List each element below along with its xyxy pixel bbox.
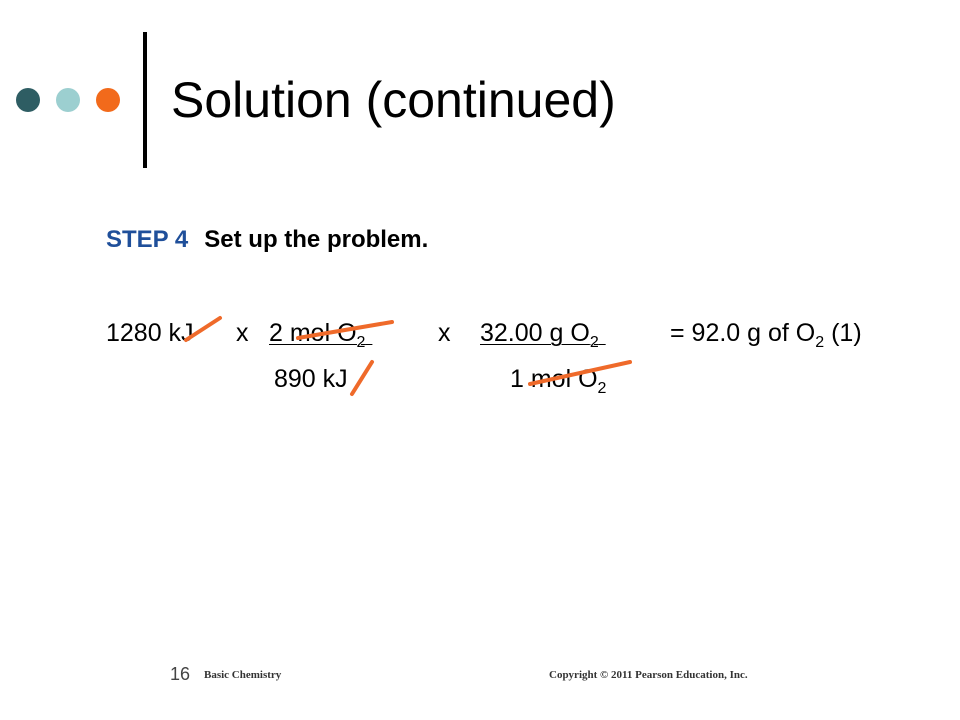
footer-copyright: Copyright © 2011 Pearson Education, Inc. [549,669,748,681]
bullet-dot-dark [16,88,40,112]
page-number: 16 [170,664,191,684]
title-divider [143,32,147,168]
step-label: STEP 4 [106,226,189,253]
bullet-dot-light [56,88,80,112]
factor2-numerator: 32.00 g $O_2$ [480,319,599,351]
step-line [106,225,428,255]
slide-title: Solution (continued) [171,72,616,128]
bullet-dot-orange [96,88,120,112]
multiply-sign-2: x [438,319,451,347]
factor2-denominator: 1 mol $O_2$ [510,365,607,397]
step-text: Set up the problem. [204,226,429,253]
given-value: 1280 kJ [106,319,194,347]
multiply-sign-1: x [236,319,249,347]
cancel-mark-kj-bottom [352,362,372,394]
factor1-denominator: 890 kJ [274,365,348,393]
result: = 92.0 g of $O_2$ (1) [670,319,862,351]
factor1-numerator: 2 mol $O_2$ [269,319,366,351]
footer-course: Basic Chemistry [204,669,282,681]
